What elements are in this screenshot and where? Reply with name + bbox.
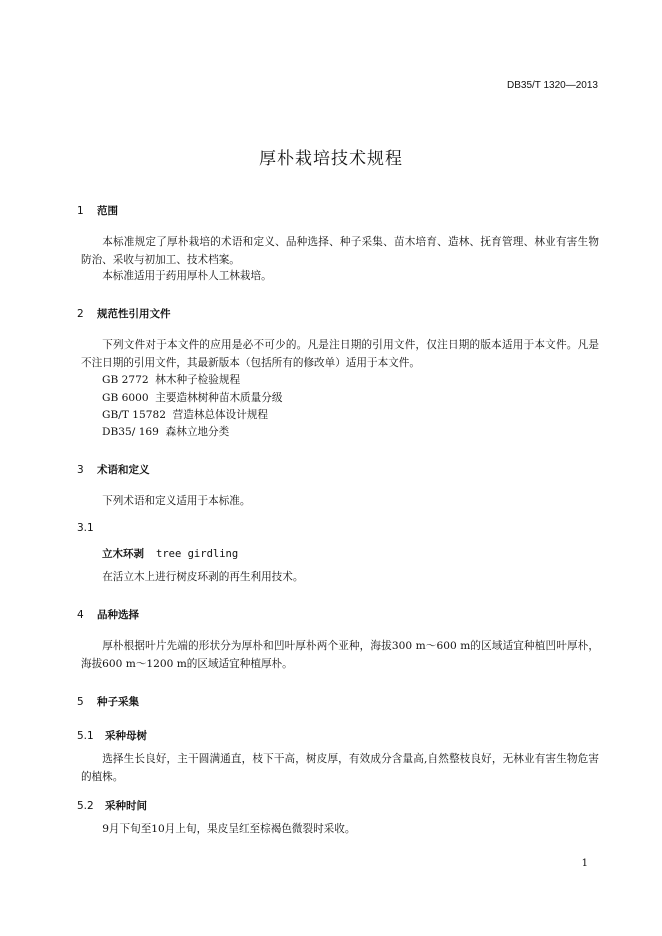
section-4-paragraph-1: 厚朴根据叶片先端的形状分为厚朴和凹叶厚朴两个亚种，海拔300 m～600 m的区域适宜种植凹叶厚朴，海拔600 m～1200 m的区域适宜种植厚朴。 — [81, 640, 599, 670]
section-title: 种子采集 — [97, 696, 139, 708]
term-definition: 在活立木上进行树皮环剥的再生利用技术。 — [102, 571, 304, 583]
section-number: 5.1 — [77, 730, 94, 742]
section-2-heading — [77, 306, 171, 321]
reference-item: GB/T 15782 营造林总体设计规程 — [102, 409, 269, 421]
document-title: 厚朴栽培技术规程 — [259, 149, 403, 169]
section-number: 5.2 — [77, 800, 94, 812]
section-2-paragraph-1: 下列文件对于本文件的应用是必不可少的。凡是注日期的引用文件，仅注日期的版本适用于本文件。凡是不注日期的引用文件，其最新版本（包括所有的修改单）适用于本文件。 — [81, 339, 599, 369]
section-1-heading — [77, 203, 118, 218]
subsection-5-1-heading — [77, 728, 147, 743]
section-number: 1 — [77, 205, 84, 217]
reference-item: GB 2772 林木种子检验规程 — [102, 374, 241, 386]
section-number: 5 — [77, 696, 84, 708]
section-5-heading — [77, 694, 139, 709]
subsection-3-1-number — [77, 522, 105, 534]
section-3-heading — [77, 462, 150, 477]
section-title: 品种选择 — [97, 609, 139, 621]
section-title: 采种母树 — [105, 730, 147, 742]
section-number: 3 — [77, 464, 84, 476]
section-1-paragraph-2: 本标准适用于药用厚朴人工林栽培。 — [102, 270, 272, 282]
section-title: 规范性引用文件 — [97, 308, 171, 320]
page-number: 1 — [581, 858, 588, 869]
subsection-5-2-heading — [77, 798, 147, 813]
section-title: 采种时间 — [105, 800, 147, 812]
reference-item: DB35/ 169 森林立地分类 — [102, 426, 230, 438]
term-entry — [102, 546, 238, 561]
term-chinese: 立木环剥 — [102, 548, 144, 560]
section-number: 2 — [77, 308, 84, 320]
subsection-5-1-paragraph: 选择生长良好，主干圆满通直，枝下干高，树皮厚，有效成分含量高,自然整枝良好，无林业有害生物危害的植株。 — [81, 753, 599, 783]
section-4-heading — [77, 607, 139, 622]
section-title: 术语和定义 — [97, 464, 150, 476]
reference-item: GB 6000 主要造林树种苗木质量分级 — [102, 392, 283, 404]
subsection-5-2-paragraph: 9月下旬至10月上旬，果皮呈红至棕褐色微裂时采收。 — [102, 823, 356, 835]
standard-number: DB35/T 1320—2013 — [507, 80, 598, 91]
section-title: 范围 — [97, 205, 118, 217]
section-1-paragraph-1: 本标准规定了厚朴栽培的术语和定义、品种选择、种子采集、苗木培育、造林、抚育管理、林业有害生物防治、采收与初加工、技术档案。 — [81, 236, 599, 266]
term-english: tree girdling — [156, 548, 239, 560]
section-number: 4 — [77, 609, 84, 621]
section-number: 3.1 — [77, 522, 94, 534]
section-3-paragraph-1: 下列术语和定义适用于本标准。 — [102, 495, 251, 507]
